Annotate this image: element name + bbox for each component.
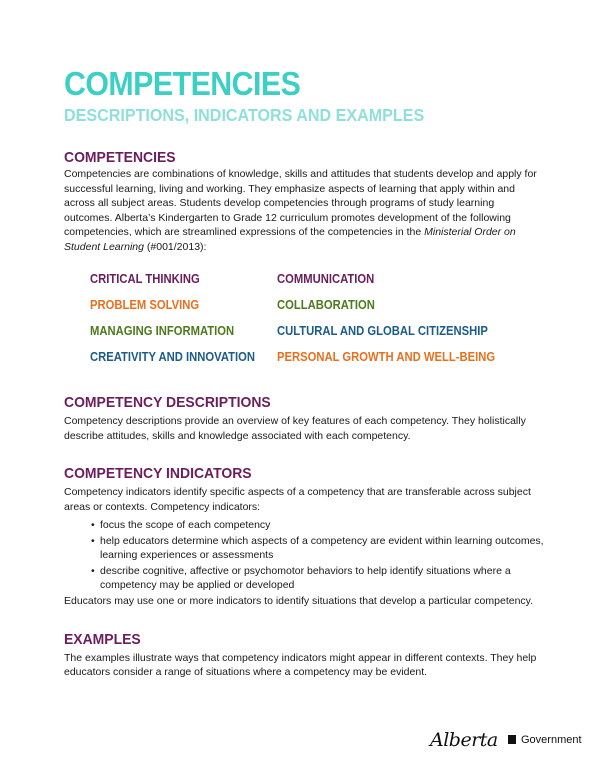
alberta-government-logo xyxy=(430,729,580,755)
indicators-section xyxy=(64,465,544,609)
indicators-body: Competency indicators identify specific aspects of a competency that are transferable across subject areas or contexts. Competency indicators: xyxy=(64,486,531,513)
page-subtitle: DESCRIPTIONS, INDICATORS AND EXAMPLES xyxy=(64,105,425,125)
bullet-text: describe cognitive, affective or psychomotor behaviors to help identify situations where a competency may be applied or developed xyxy=(100,565,511,591)
competencies-body xyxy=(64,167,544,254)
competencies-section xyxy=(64,149,544,376)
bullet-icon: • xyxy=(91,565,95,577)
examples-body: The examples illustrate ways that competency indicators might appear in different contexts. They help educators consider a range of situations where a competency may be evident. xyxy=(64,651,537,678)
competency-list xyxy=(64,272,544,376)
competencies-heading: COMPETENCIES xyxy=(64,149,176,166)
ministerial-order-reference: Ministerial Order on Student Learning xyxy=(64,226,516,253)
indicators-bullet-list xyxy=(64,518,544,592)
competency-managing-information: MANAGING INFORMATION xyxy=(90,324,235,338)
descriptions-body: Competency descriptions provide an overview of key features of each competency. They holistically describe attitudes, skills and knowledge associated with each competency. xyxy=(64,415,526,442)
bullet-icon: • xyxy=(91,519,95,531)
indicators-closing: Educators may use one or more indicators to identify situations that develop a particular competency. xyxy=(64,595,534,607)
descriptions-heading: COMPETENCY DESCRIPTIONS xyxy=(64,394,271,411)
competency-communication: COMMUNICATION xyxy=(277,272,375,286)
indicators-heading: COMPETENCY INDICATORS xyxy=(64,465,252,482)
competency-cultural-global-citizenship: CULTURAL AND GLOBAL CITIZENSHIP xyxy=(277,324,488,338)
competency-collaboration: COLLABORATION xyxy=(277,298,375,312)
page-title: COMPETENCIES xyxy=(64,65,301,102)
list-item xyxy=(91,564,544,592)
list-item xyxy=(91,534,544,562)
competency-problem-solving: PROBLEM SOLVING xyxy=(90,298,200,312)
examples-section xyxy=(64,631,544,680)
alberta-logo-mark-icon xyxy=(508,735,516,744)
alberta-wordmark: Alberta xyxy=(430,729,498,751)
competencies-body-text: Competencies are combinations of knowledge, skills and attitudes that students develop and apply for successful learning, living and working. They emphasize aspects of learning that apply within and across all subject areas. Students develop competencies through programs of study learning outcomes. Alberta’s Kindergarten to Grade 12 curriculum promotes development of the following competencies, which are streamlined expressions of the competencies in the xyxy=(64,168,537,238)
descriptions-section xyxy=(64,394,544,443)
competency-personal-growth: PERSONAL GROWTH AND WELL-BEING xyxy=(277,350,496,364)
competencies-body-end: (#001/2013): xyxy=(143,240,207,253)
bullet-text: help educators determine which aspects of a competency are evident within learning outcomes, learning experiences or assessments xyxy=(100,535,544,561)
examples-heading: EXAMPLES xyxy=(64,630,141,648)
government-label: Government xyxy=(521,734,582,746)
competency-critical-thinking: CRITICAL THINKING xyxy=(90,272,200,286)
bullet-text: focus the scope of each competency xyxy=(100,519,271,531)
competency-creativity-innovation: CREATIVITY AND INNOVATION xyxy=(90,350,256,364)
page-content xyxy=(64,66,544,680)
list-item xyxy=(91,518,544,532)
bullet-icon: • xyxy=(91,535,95,547)
